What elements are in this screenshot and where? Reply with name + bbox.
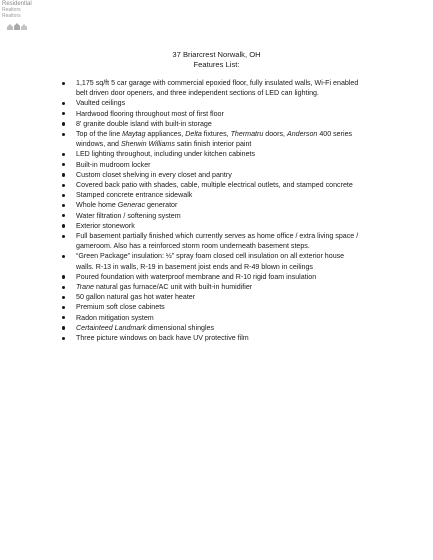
feature-text: Vaulted ceilings <box>76 99 126 108</box>
bullet-icon <box>62 102 65 105</box>
feature-text: Top of the line <box>76 130 123 139</box>
feature-text: dimensional shingles <box>146 323 215 332</box>
feature-item <box>62 149 362 159</box>
feature-text: fixtures, <box>201 130 231 139</box>
feature-text: generator <box>145 201 178 210</box>
feature-item <box>62 78 362 98</box>
bullet-icon <box>62 214 65 217</box>
feature-item <box>62 180 362 190</box>
feature-item <box>62 313 362 323</box>
feature-text: 400 series windows, and <box>76 130 353 149</box>
feature-text: Custom closet shelving in every closet and pantry <box>76 170 232 179</box>
brand-name: Maytag <box>122 130 146 139</box>
feature-text: “Green Package” insulation: ½” spray foam closed cell insulation on all exterior house walls. R-13 in walls, R-19 in basement joist ends and R-49 blown in ceilings <box>76 252 345 271</box>
feature-text: 50 gallon natural gas hot water heater <box>76 293 196 302</box>
feature-text: Full basement partially finished which currently serves as home office / extra living space / gameroom. Also has a reinforced storm room underneath basement steps. <box>76 232 359 251</box>
brand-name: Thermatru <box>230 130 264 139</box>
feature-item <box>62 98 362 108</box>
bullet-icon <box>62 255 65 258</box>
bullet-icon <box>62 163 65 166</box>
logo-line-3: Realtors <box>2 13 21 19</box>
feature-item <box>62 292 362 302</box>
bullet-icon <box>62 316 65 319</box>
brand-name: Delta <box>185 130 202 139</box>
feature-item <box>62 200 362 210</box>
house-logo-icon <box>6 22 28 31</box>
feature-text: 8' granite double island with built-in storage <box>76 119 212 128</box>
document-header <box>0 50 433 70</box>
feature-item <box>62 251 362 271</box>
bullet-icon <box>62 204 65 207</box>
feature-text: Hardwood flooring throughout most of first floor <box>76 109 224 118</box>
features-list-heading: Features List: <box>193 60 240 69</box>
feature-text: Three picture windows on back have UV protective film <box>76 334 249 343</box>
brand-name: Trane <box>76 283 95 292</box>
bullet-icon <box>62 153 65 156</box>
logo-line-1: Residential <box>2 1 32 7</box>
bullet-icon <box>62 112 65 115</box>
feature-text: LED lighting throughout, including under kitchen cabinets <box>76 150 256 159</box>
feature-text: Whole home <box>76 201 118 210</box>
bullet-icon <box>62 194 65 197</box>
bullet-icon <box>62 306 65 309</box>
feature-item <box>62 221 362 231</box>
feature-item <box>62 272 362 282</box>
feature-item <box>62 170 362 180</box>
feature-text: Built-in mudroom locker <box>76 160 151 169</box>
feature-item <box>62 333 362 343</box>
feature-item <box>62 302 362 312</box>
bullet-icon <box>62 224 65 227</box>
features-list <box>62 78 362 343</box>
feature-item <box>62 119 362 129</box>
feature-text: natural gas furnace/AC unit with built-in humidifier <box>94 283 253 292</box>
feature-item <box>62 160 362 170</box>
bullet-icon <box>62 326 65 329</box>
feature-item <box>62 109 362 119</box>
bullet-icon <box>62 122 65 125</box>
bullet-icon <box>62 286 65 289</box>
feature-text: Poured foundation with waterproof membrane and R-10 rigid foam insulation <box>76 272 317 281</box>
bullet-icon <box>62 82 65 85</box>
bullet-icon <box>62 235 65 238</box>
feature-text: doors, <box>263 130 287 139</box>
bullet-icon <box>62 184 65 187</box>
bullet-icon <box>62 133 65 136</box>
logo-line-2: Realtors <box>2 7 21 13</box>
feature-item <box>62 211 362 221</box>
brand-name: Anderson <box>286 130 318 139</box>
bullet-icon <box>62 296 65 299</box>
feature-item <box>62 190 362 200</box>
feature-text: Covered back patio with shades, cable, multiple electrical outlets, and stamped concrete <box>76 181 353 190</box>
feature-text: satin finish interior paint <box>174 140 252 149</box>
feature-item <box>62 231 362 251</box>
feature-text: Stamped concrete entrance sidewalk <box>76 191 193 200</box>
feature-text: Water filtration / softening system <box>76 211 181 220</box>
bullet-icon <box>62 275 65 278</box>
brand-name: Generac <box>117 201 146 210</box>
feature-text: appliances, <box>145 130 186 139</box>
property-address-title: 37 Briarcrest Norwalk, OH <box>172 50 261 59</box>
feature-text: Exterior stonework <box>76 221 135 230</box>
feature-text: 1,175 sq/ft 5 car garage with commercial epoxied floor, fully insulated walls, Wi-Fi enabled belt driven door openers, and three independent sections of LED can lighting. <box>76 79 359 98</box>
feature-item <box>62 323 362 333</box>
company-logo <box>2 1 42 31</box>
feature-item <box>62 282 362 292</box>
brand-name: Certainteed Landmark <box>76 323 147 332</box>
feature-text: Radon mitigation system <box>76 313 154 322</box>
brand-name: Sherwin Williams <box>120 140 175 149</box>
feature-text: Premium soft close cabinets <box>76 303 165 312</box>
feature-item <box>62 129 362 149</box>
bullet-icon <box>62 337 65 340</box>
bullet-icon <box>62 173 65 176</box>
